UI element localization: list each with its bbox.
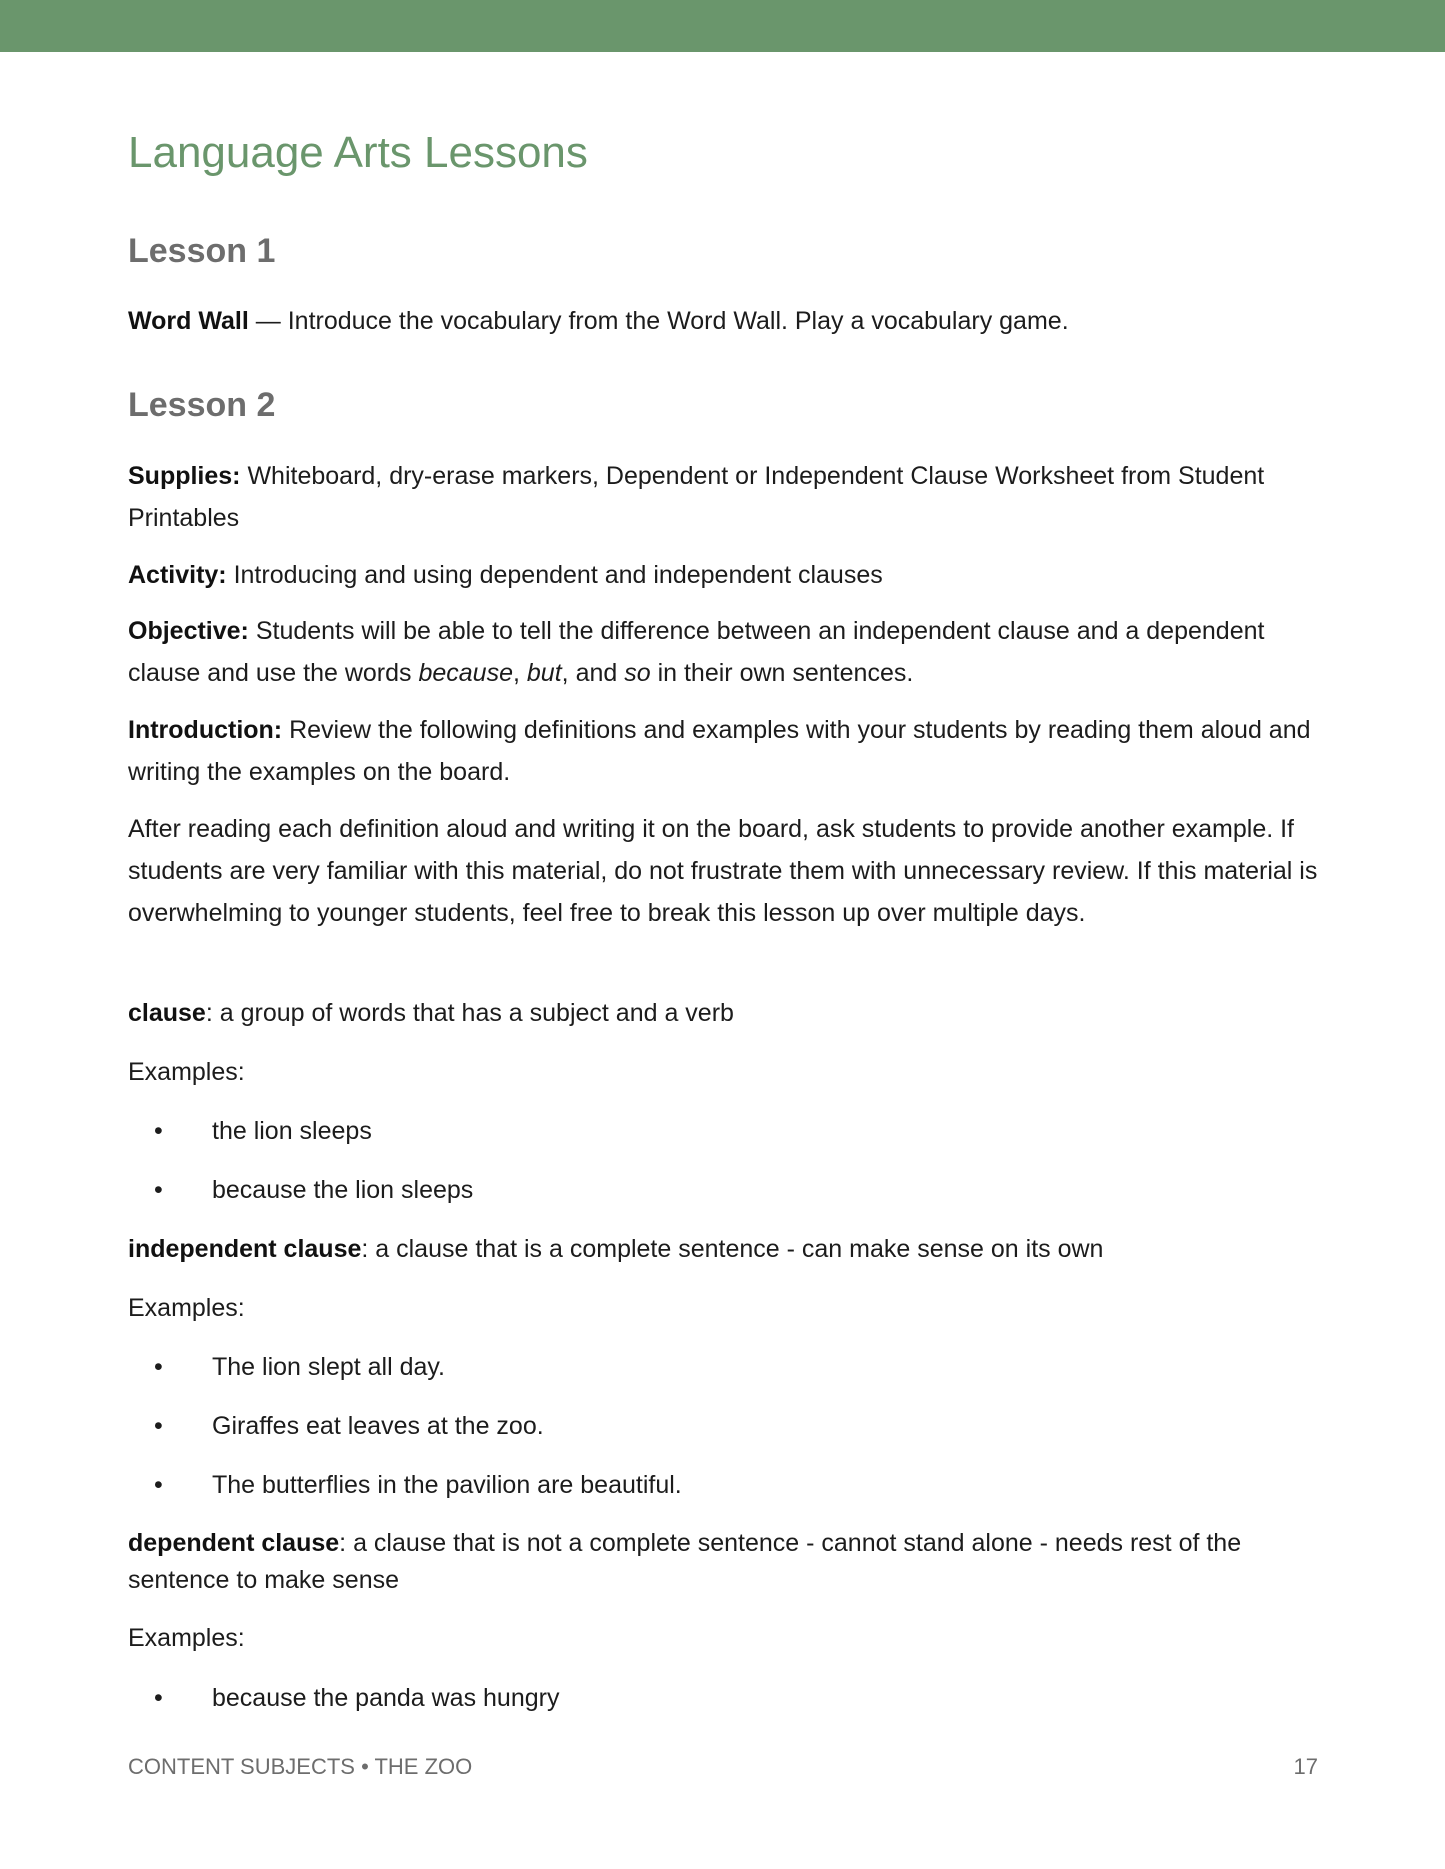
lesson-1-heading: Lesson 1 (128, 232, 276, 270)
word-wall-text: — Introduce the vocabulary from the Word Wall. Play a vocabulary game. (248, 307, 1069, 335)
dependent-clause-definition (128, 1525, 1318, 1599)
introduction-paragraph (128, 709, 1318, 793)
lesson-2-heading: Lesson 2 (128, 386, 276, 424)
examples-label: Examples: (128, 1294, 245, 1322)
after-reading-paragraph: After reading each definition aloud and writing it on the board, ask students to provide another example. If students are very familiar with this material, do not frustrate them with unnecessary review. If this material is overwhelming to younger students, feel free to break this lesson up over multiple days. (128, 815, 1318, 927)
introduction-text: Review the following definitions and examples with your students by reading them aloud and writing the examples on the board. (128, 716, 1311, 786)
footer-section-label: CONTENT SUBJECTS • THE ZOO (128, 1754, 473, 1779)
objective-text-1: Students will be able to tell the difference between an independent clause and a dependent clause and use the words (128, 617, 1265, 687)
supplies-label: Supplies: (128, 462, 241, 490)
dependent-clause-term: dependent clause (128, 1529, 340, 1557)
bullet-icon: • (154, 1176, 163, 1204)
clause-term: clause (128, 999, 206, 1027)
objective-separator-1: , (513, 659, 527, 687)
supplies-text: Whiteboard, dry-erase markers, Dependent or Independent Clause Worksheet from Student Printables (128, 462, 1265, 532)
introduction-label: Introduction: (128, 716, 283, 744)
independent-clause-term: independent clause (128, 1235, 362, 1263)
objective-label: Objective: (128, 617, 249, 645)
clause-definition (128, 992, 1318, 1034)
bullet-icon: • (154, 1412, 163, 1440)
independent-clause-def: : a clause that is a complete sentence - can make sense on its own (361, 1235, 1104, 1263)
objective-text-2: in their own sentences. (650, 659, 914, 687)
bullet-icon: • (154, 1684, 163, 1712)
activity-label: Activity: (128, 561, 227, 589)
objective-paragraph (128, 610, 1318, 694)
objective-word-so: so (624, 659, 651, 687)
objective-separator-2: , and (561, 659, 625, 687)
bullet-icon: • (154, 1353, 163, 1381)
activity-text: Introducing and using dependent and independent clauses (226, 561, 883, 589)
word-wall-paragraph (128, 300, 1318, 342)
header-bar (0, 0, 1445, 52)
page-title: Language Arts Lessons (128, 128, 588, 177)
bullet-icon: • (154, 1471, 163, 1499)
activity-paragraph (128, 554, 1318, 596)
word-wall-label: Word Wall (128, 307, 249, 335)
dependent-clause-def: : a clause that is not a complete sentence - cannot stand alone - needs rest of the sentence to make sense (128, 1529, 1242, 1594)
examples-label: Examples: (128, 1058, 245, 1086)
objective-word-but: but (526, 659, 562, 687)
page-number: 17 (1293, 1754, 1318, 1779)
independent-clause-definition (128, 1228, 1318, 1270)
supplies-paragraph (128, 455, 1318, 539)
examples-label: Examples: (128, 1624, 245, 1652)
bullet-icon: • (154, 1117, 163, 1145)
objective-word-because: because (418, 659, 513, 687)
clause-def: : a group of words that has a subject and a verb (205, 999, 734, 1027)
